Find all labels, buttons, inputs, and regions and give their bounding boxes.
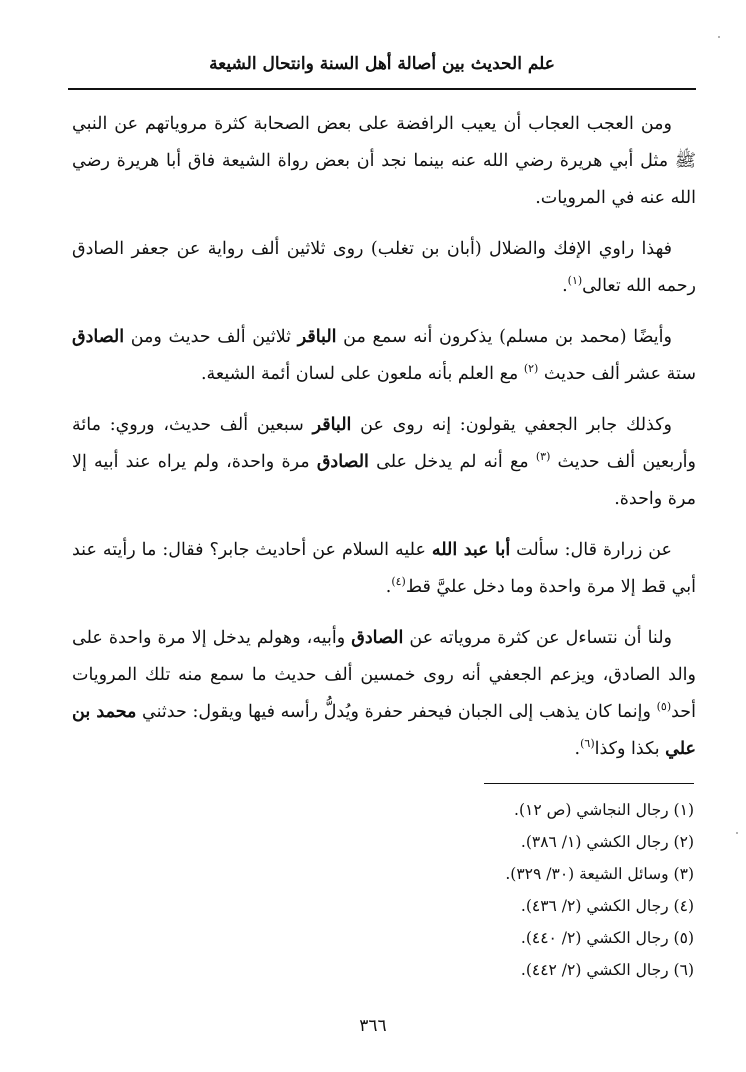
footnotes xyxy=(300,794,694,986)
paragraph xyxy=(72,407,696,518)
bold-name: الصادق xyxy=(351,628,404,648)
text-run: وأيضًا (محمد بن مسلم) يذكرون أنه سمع من xyxy=(336,327,672,347)
text-run: مع العلم بأنه ملعون على لسان أئمة الشيعة. xyxy=(200,364,524,384)
bold-name: الباقر xyxy=(312,415,352,435)
text-run: ومن العجب العجاب أن يعيب الرافضة على بعض الصحابة كثرة مروياتهم عن النبي ﷺ مثل أبي هريرة رضي الله عنه بينما نجد أن بعض رواة الشيعة فاق أبا هريرة رضي الله عنه في المرويات. xyxy=(72,114,696,208)
text-run: . xyxy=(562,276,568,296)
text-run: ولنا أن نتساءل عن كثرة مروياته عن xyxy=(403,628,672,648)
footnote-1: (١) رجال النجاشي (ص ١٢). xyxy=(514,801,694,819)
body-text xyxy=(72,106,696,782)
bold-name: الصادق xyxy=(316,452,369,472)
bold-name: الباقر xyxy=(297,327,337,347)
bold-name: أبا عبد الله xyxy=(431,540,511,560)
text-run: . xyxy=(574,739,581,759)
text-run: عن زرارة قال: سألت xyxy=(510,540,673,560)
text-run: مع أنه لم يدخل على xyxy=(368,452,536,472)
text-run: عليه السلام عن أحاديث جابر؟ فقال: ما رأيته عند أبي قط إلا مرة واحدة وما دخل عليَّ قط xyxy=(72,540,696,597)
text-run: وأبيه، وهولم يدخل إلا مرة واحدة على والد الصادق، ويزعم الجعفي أنه روى خمسين ألف حديث ما سمع منه تلك المرويات أحد xyxy=(72,628,696,722)
paragraph xyxy=(72,620,696,768)
text-run: ستة عشر ألف حديث xyxy=(538,364,696,384)
footnote-ref: (٤) xyxy=(391,575,406,589)
footnote-5: (٥) رجال الكشي (٢/ ٤٤٠). xyxy=(520,929,694,947)
text-run: فهذا راوي الإفك والضلال (أبان بن تغلب) روى ثلاثين ألف رواية عن جعفر الصادق رحمه الله تعالى xyxy=(72,239,696,296)
text-run: بكذا وكذا xyxy=(594,739,666,759)
paragraph xyxy=(72,231,696,305)
footnote-6: (٦) رجال الكشي (٢/ ٤٤٢). xyxy=(520,961,694,979)
footnote-ref: (٥) xyxy=(656,700,672,714)
bold-name: الصادق xyxy=(72,327,125,347)
footnote-ref: (١) xyxy=(567,274,583,288)
text-run: وكذلك جابر الجعفي يقولون: إنه روى عن xyxy=(351,415,672,435)
footnote-2: (٢) رجال الكشي (١/ ٣٨٦). xyxy=(520,833,694,851)
footnote-4: (٤) رجال الكشي (٢/ ٤٣٦). xyxy=(520,897,694,915)
paragraph xyxy=(72,532,696,606)
footnote-3: (٣) وسائل الشيعة (٣٠/ ٣٢٩). xyxy=(505,865,694,883)
header-rule xyxy=(68,88,696,90)
page-number: ٣٦٦ xyxy=(359,1016,387,1036)
footnote-ref: (٦) xyxy=(580,737,595,751)
text-run: ثلاثين ألف حديث ومن xyxy=(124,327,298,347)
running-header: علم الحديث بين أصالة أهل السنة وانتحال الشيعة xyxy=(209,54,555,74)
footnote-separator xyxy=(484,783,694,784)
text-run: . xyxy=(385,577,392,597)
bold-name: محمد بن علي xyxy=(72,702,696,759)
footnote-ref: (٣) xyxy=(535,450,551,464)
scan-speck xyxy=(718,36,720,38)
text-run: وإنما كان يذهب إلى الجبان فيحفر حفرة ويُدلُّ رأسه فيها ويقول: حدثني xyxy=(136,702,657,722)
paragraph xyxy=(72,106,696,217)
footnote-ref: (٢) xyxy=(523,362,539,376)
text-run: مرة واحدة، ولم يراه عند أبيه إلا مرة واحدة. xyxy=(72,452,696,509)
paragraph xyxy=(72,319,696,393)
text-run: سبعين ألف حديث، وروي: مائة وأربعين ألف حديث xyxy=(72,415,696,472)
scan-speck xyxy=(736,832,738,834)
